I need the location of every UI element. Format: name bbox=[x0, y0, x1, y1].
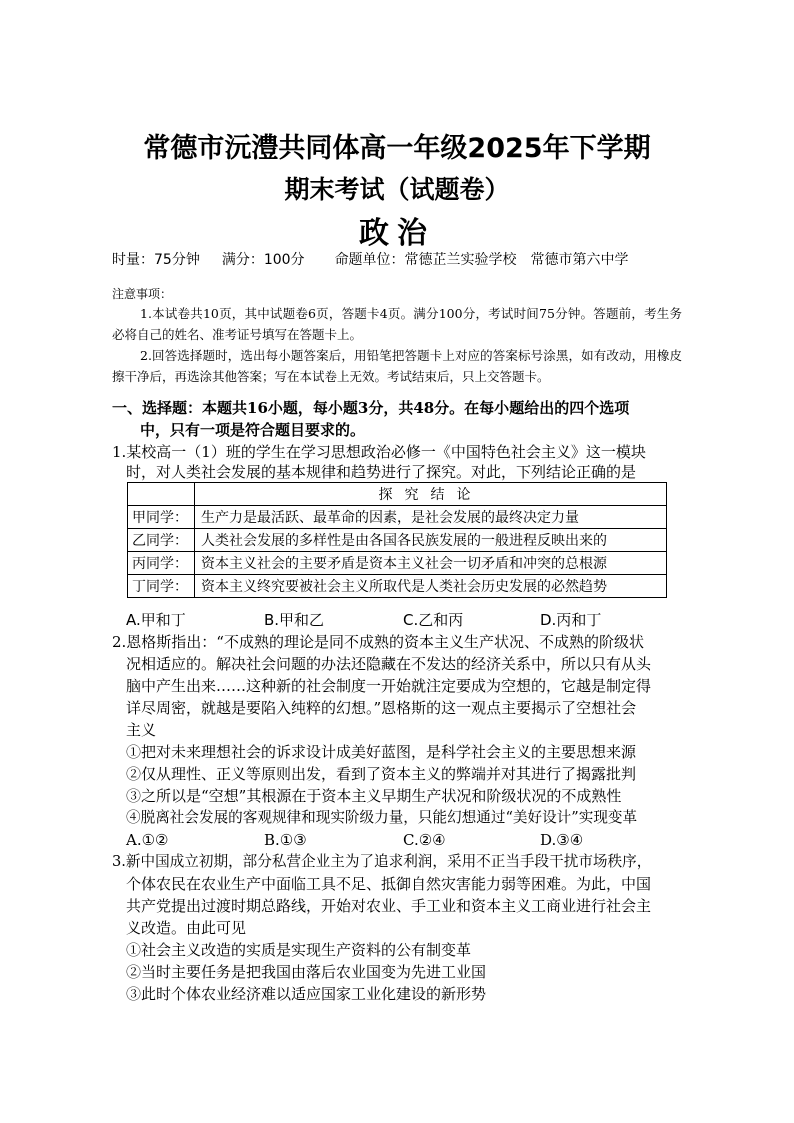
question-1-stem-cont: 时，对人类社会发展的基本规律和趋势进行了探究。对此，下列结论正确的是 bbox=[126, 463, 637, 481]
option-c[interactable]: C.乙和丙 bbox=[403, 611, 464, 629]
student-name: 丁同学： bbox=[128, 575, 195, 598]
statement-item: ④脱离社会发展的客观规律和现实阶级力量，只能幻想通过“美好设计”实现变革 bbox=[126, 809, 638, 826]
option-b[interactable]: B.甲和乙 bbox=[264, 611, 325, 629]
student-conclusion: 生产力是最活跃、最革命的因素，是社会发展的最终决定力量 bbox=[195, 506, 667, 529]
statement-item: ①把对未来理想社会的诉求设计成美好蓝图，是科学社会主义的主要思想来源 bbox=[126, 743, 637, 761]
table-row bbox=[128, 506, 667, 529]
student-conclusion: 资本主义终究要被社会主义所取代是人类社会历史发展的必然趋势 bbox=[195, 575, 667, 598]
question-3-stem-cont: 个体农民在农业生产中面临工具不足、抵御自然灾害能力弱等困难。为此，中国 bbox=[126, 875, 652, 893]
exam-meta bbox=[112, 249, 629, 269]
table-header-empty bbox=[128, 483, 195, 506]
statement-item: ③之所以是“空想”其根源在于资本主义早期生产状况和阶级状况的不成熟性 bbox=[126, 787, 622, 805]
table-row bbox=[128, 529, 667, 552]
student-conclusion: 资本主义社会的主要矛盾是资本主义社会一切矛盾和冲突的总根源 bbox=[195, 552, 667, 575]
student-name: 丙同学： bbox=[128, 552, 195, 575]
notes-title: 注意事项： bbox=[112, 287, 173, 301]
note-item: 1.本试卷共10页，其中试题卷6页，答题卡4页。满分100分，考试时间75分钟。答题前，考生务必将自己的姓名、准考证号填写在答题卡上。 bbox=[112, 306, 682, 342]
student-name: 甲同学： bbox=[128, 506, 195, 529]
option-c[interactable]: C.②④ bbox=[403, 831, 446, 849]
section-title: 一、选择题：本题共16小题，每小题3分，共48分。在每小题给出的四个选项 bbox=[112, 399, 630, 417]
table-row bbox=[128, 552, 667, 575]
student-conclusion: 人类社会发展的多样性是由各国各民族发展的一般进程反映出来的 bbox=[195, 529, 667, 552]
table-header-row bbox=[128, 483, 667, 506]
statement-item: ①社会主义改造的实质是实现生产资料的公有制变革 bbox=[126, 941, 472, 959]
question-2-stem-cont: 脑中产生出来……这种新的社会制度一开始就注定要成为空想的，它越是制定得 bbox=[126, 677, 652, 695]
question-3-stem-cont: 共产党提出过渡时期总路线，开始对农业、手工业和资本主义工商业进行社会主 bbox=[126, 897, 652, 915]
statement-item: ③此时个体农业经济难以适应国家工业化建设的新形势 bbox=[126, 985, 487, 1003]
question-2-stem: 2.恩格斯指出：“不成熟的理论是同不成熟的资本主义生产状况、不成熟的阶级状 bbox=[112, 633, 644, 651]
option-b[interactable]: B.①③ bbox=[264, 831, 307, 849]
question-1-options bbox=[126, 609, 686, 631]
exam-score: 满分：100分 bbox=[221, 252, 305, 268]
student-name: 乙同学： bbox=[128, 529, 195, 552]
question-2-stem-cont: 况相适应的。解决社会问题的办法还隐藏在不发达的经济关系中，所以只有从头 bbox=[126, 655, 652, 673]
table-header: 探究结论 bbox=[195, 483, 667, 506]
option-d[interactable]: D.③④ bbox=[540, 831, 584, 849]
table-row bbox=[128, 575, 667, 598]
option-a[interactable]: A.①② bbox=[126, 831, 169, 849]
statement-item: ②当时主要任务是把我国由落后农业国变为先进工业国 bbox=[126, 963, 487, 981]
section-title-cont: 中，只有一项是符合题目要求的。 bbox=[140, 421, 366, 439]
statement-item: ②仅从理性、正义等原则出发，看到了资本主义的弊端并对其进行了揭露批判 bbox=[126, 765, 637, 783]
question-3-stem-cont: 义改造。由此可见 bbox=[126, 919, 247, 937]
question-2-stem-cont: 主义 bbox=[126, 721, 157, 739]
exam-time: 时量：75分钟 bbox=[112, 252, 200, 268]
note-item: 2.回答选择题时，选出每小题答案后，用铅笔把答题卡上对应的答案标号涂黑，如有改动，用橡皮擦干净后，再选涂其他答案；写在本试卷上无效。考试结束后，只上交答题卡。 bbox=[112, 348, 682, 384]
question-2-options bbox=[126, 829, 686, 851]
question-1-stem: 1.某校高一（1）班的学生在学习思想政治必修一《中国特色社会主义》这一模块 bbox=[112, 443, 646, 461]
exam-title: 常德市沅澧共同体高一年级2025年下学期 bbox=[143, 133, 651, 164]
subject-title: 政治 bbox=[359, 216, 435, 251]
question-2-stem-cont: 详尽周密，就越是要陷入纯粹的幻想。”恩格斯的这一观点主要揭示了空想社会 bbox=[126, 699, 637, 717]
question-3-stem: 3.新中国成立初期，部分私营企业主为了追求利润，采用不正当手段干扰市场秩序， bbox=[112, 853, 652, 870]
option-d[interactable]: D.丙和丁 bbox=[540, 611, 602, 629]
option-a[interactable]: A.甲和丁 bbox=[126, 611, 186, 629]
exam-subtitle: 期末考试（试题卷） bbox=[284, 175, 510, 204]
conclusion-table bbox=[127, 482, 667, 598]
exam-unit: 命题单位：常德芷兰实验学校 常德市第六中学 bbox=[334, 252, 629, 268]
